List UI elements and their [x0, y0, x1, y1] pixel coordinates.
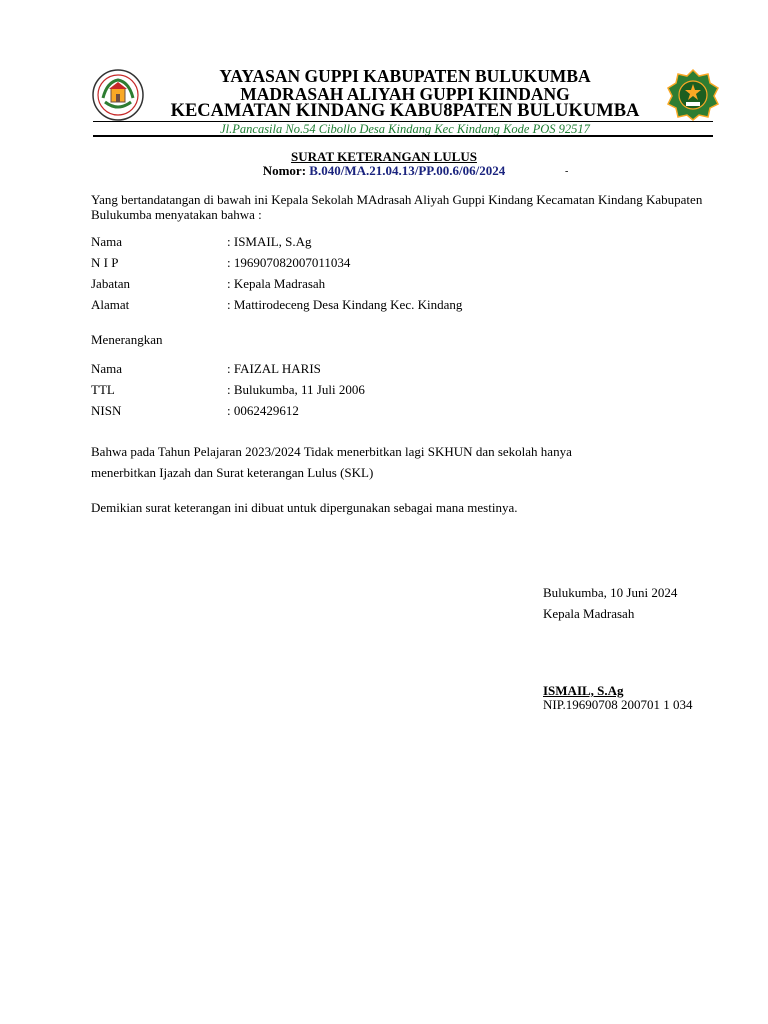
- letter-number-value: B.040/MA.21.04.13/PP.00.6/06/2024: [309, 163, 506, 178]
- school-address: Jl.Pancasila No.54 Cibollo Desa Kindang Kec Kindang Kode POS 92517: [220, 122, 590, 136]
- body-statement-line1: Bahwa pada Tahun Pelajaran 2023/2024 Tidak menerbitkan lagi SKHUN dan sekolah hanya: [91, 444, 572, 459]
- signature-name: ISMAIL, S.Ag: [543, 683, 624, 698]
- signer-name-label: Nama: [91, 234, 123, 249]
- signer-position-label: Jabatan: [91, 276, 130, 291]
- student-nisn-value: : 0062429612: [227, 403, 299, 418]
- district-name: KECAMATAN KINDANG KABU8PATEN BULUKUMBA: [170, 101, 640, 121]
- signer-name-value: : ISMAIL, S.Ag: [227, 234, 312, 249]
- school-name: MADRASAH ALIYAH GUPPI KIINDANG: [240, 84, 570, 104]
- signature-position: Kepala Madrasah: [543, 606, 635, 621]
- intro-paragraph: Yang bertandatangan di bawah ini Kepala Sekolah MAdrasah Aliyah Guppi Kindang Kecamatan Kindang Kabupaten Bulukumba menyatakan bahwa :: [91, 192, 703, 222]
- letter-title: SURAT KETERANGAN LULUS: [291, 149, 477, 164]
- student-ttl-value: : Bulukumba, 11 Juli 2006: [227, 382, 365, 397]
- signature-place-date: Bulukumba, 10 Juni 2024: [543, 585, 678, 600]
- letter-number: [0, 163, 768, 179]
- letterhead-rule-thick: [93, 135, 713, 137]
- signer-address-label: Alamat: [91, 297, 130, 312]
- signer-address-value: : Mattirodeceng Desa Kindang Kec. Kindang: [227, 297, 463, 312]
- menerangkan-heading: Menerangkan: [91, 332, 163, 347]
- body-statement-line2: menerbitkan Ijazah dan Surat keterangan Lulus (SKL): [91, 465, 374, 480]
- signer-nip-value: : 196907082007011034: [227, 255, 351, 270]
- signer-position-value: : Kepala Madrasah: [227, 276, 326, 291]
- student-nisn-label: NISN: [91, 403, 122, 418]
- signer-nip-label: N I P: [91, 255, 119, 270]
- letter-number-label: Nomor:: [262, 163, 307, 178]
- student-name-value: : FAIZAL HARIS: [227, 361, 321, 376]
- signature-nip: NIP.19690708 200701 1 034: [543, 697, 693, 712]
- student-ttl-label: TTL: [91, 382, 115, 397]
- foundation-name: YAYASAN GUPPI KABUPATEN BULUKUMBA: [219, 66, 591, 86]
- student-name-label: Nama: [91, 361, 123, 376]
- stray-dash: -: [565, 166, 569, 177]
- closing-statement: Demikian surat keterangan ini dibuat untuk dipergunakan sebagai mana mestinya.: [91, 500, 518, 515]
